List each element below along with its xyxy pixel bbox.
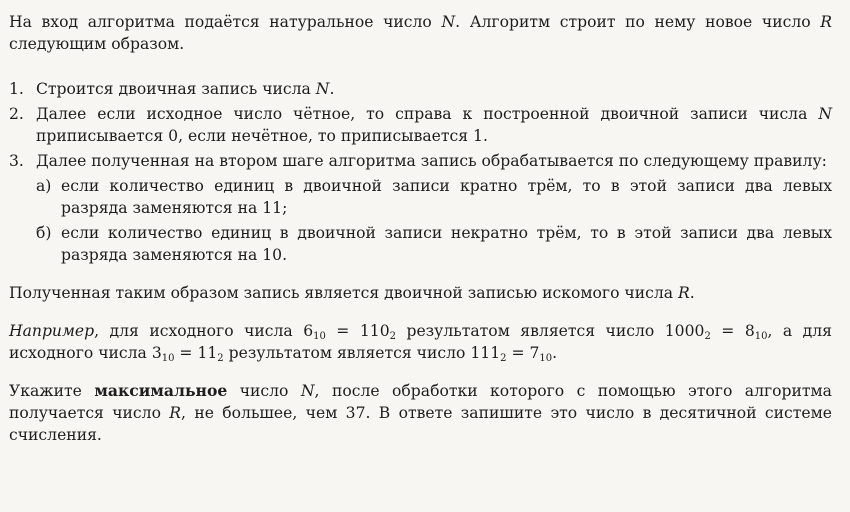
step-3: 3. Далее полученная на втором шаге алгоритма запись обрабатывается по следующему правилу:	[9, 152, 827, 170]
step-number: 1.	[9, 80, 24, 98]
algorithm-steps	[9, 78, 832, 266]
rule-letter: б)	[36, 224, 52, 242]
question-paragraph: Укажите максимальное число N, после обработки которого с помощью этого алгоритма получается число R, не большее, чем 37. В ответе запишите это число в десятичной системе счисления.	[9, 381, 832, 444]
intro-paragraph: На вход алгоритма подаётся натуральное число N. Алгоритм строит по нему новое число R следующим образом.	[9, 13, 832, 53]
step-number: 2.	[9, 105, 24, 123]
rule-a: а) если количество единиц в двоичной записи кратно трём, то в этой записи два левых разряда заменяются на 11;	[36, 177, 832, 217]
step-number: 3.	[9, 152, 24, 170]
var-r: R	[820, 13, 832, 31]
example-label: Например	[9, 322, 95, 340]
step-1: 1. Строится двоичная запись числа N.	[9, 80, 335, 98]
step-2: 2. Далее если исходное число чётное, то справа к построенной двоичной записи числа N приписывается 0, если нечётное, то приписывается 1.	[9, 105, 832, 145]
emphasis-maximal: максимальное	[94, 381, 228, 400]
example-paragraph: Например, для исходного числа $6_{10} = 110_2$ результатом является число $1000_2 = 8_{10}$, а для исходного числа $3_{10} = 11_2$ результатом является число $111_2 = 7_{10}$.	[9, 322, 833, 364]
result-paragraph: Полученная таким образом запись является двоичной записью искомого числа R.	[9, 284, 695, 302]
rule-b: б) если количество единиц в двоичной записи некратно трём, то в этой записи два левых разряда заменяются на 10.	[36, 224, 832, 264]
var-n: N	[441, 13, 456, 31]
rule-letter: а)	[36, 177, 52, 195]
